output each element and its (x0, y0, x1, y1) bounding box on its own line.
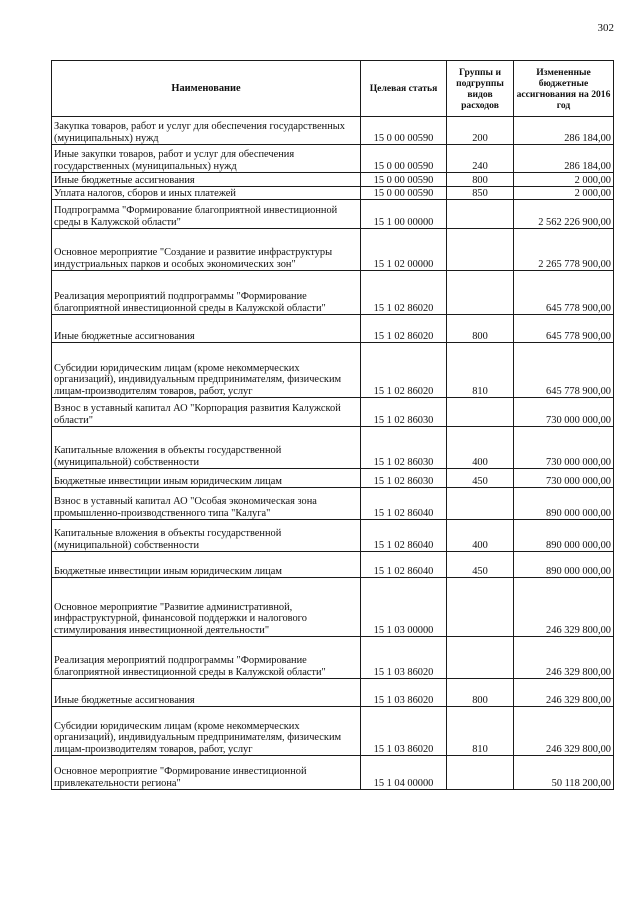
table-row (52, 117, 614, 145)
page-number: 302 (597, 22, 614, 34)
row-amount-cell: 246 329 800,00 (514, 707, 614, 756)
row-amount-cell: 2 265 778 900,00 (514, 229, 614, 271)
row-amount-cell: 890 000 000,00 (514, 488, 614, 520)
row-amount-cell: 2 000,00 (514, 187, 614, 200)
row-group-cell (447, 398, 514, 427)
row-name-cell: Капитальные вложения в объекты государственной (муниципальной) собственности (52, 427, 361, 469)
row-target-code-cell: 15 0 00 00590 (361, 187, 447, 200)
row-name-cell: Иные бюджетные ассигнования (52, 173, 361, 187)
row-target-code-cell: 15 1 03 86020 (361, 637, 447, 679)
row-target-code-cell: 15 0 00 00590 (361, 145, 447, 173)
row-amount-cell: 645 778 900,00 (514, 315, 614, 343)
row-target-code-cell: 15 1 02 86040 (361, 552, 447, 578)
table-row (52, 271, 614, 315)
row-group-cell: 800 (447, 173, 514, 187)
table-row (52, 229, 614, 271)
header-name: Наименование (52, 61, 361, 117)
row-group-cell: 450 (447, 469, 514, 488)
table-row (52, 200, 614, 229)
row-group-cell: 200 (447, 117, 514, 145)
row-target-code-cell: 15 1 02 00000 (361, 229, 447, 271)
row-amount-cell: 890 000 000,00 (514, 552, 614, 578)
row-amount-cell: 50 118 200,00 (514, 756, 614, 790)
row-group-cell: 400 (447, 427, 514, 469)
row-group-cell: 850 (447, 187, 514, 200)
row-amount-cell: 645 778 900,00 (514, 271, 614, 315)
row-target-code-cell: 15 1 02 86040 (361, 488, 447, 520)
row-group-cell (447, 578, 514, 637)
row-name-cell: Основное мероприятие "Развитие административной, инфраструктурной, финансовой поддержки и налогового стимулирования инвестиционной деятельности" (52, 578, 361, 637)
row-target-code-cell: 15 0 00 00590 (361, 173, 447, 187)
row-group-cell (447, 637, 514, 679)
row-amount-cell: 246 329 800,00 (514, 578, 614, 637)
row-name-cell: Бюджетные инвестиции иным юридическим лицам (52, 469, 361, 488)
table-row (52, 315, 614, 343)
table-row (52, 488, 614, 520)
header-expense-group: Группы и подгруппы видов расходов (447, 61, 514, 117)
row-group-cell: 800 (447, 679, 514, 707)
table-row (52, 173, 614, 187)
row-amount-cell: 890 000 000,00 (514, 520, 614, 552)
row-group-cell: 240 (447, 145, 514, 173)
row-amount-cell: 730 000 000,00 (514, 469, 614, 488)
row-name-cell: Подпрограмма "Формирование благоприятной инвестиционной среды в Калужской области" (52, 200, 361, 229)
header-amount: Измененные бюджетные ассигнования на 2016 год (514, 61, 614, 117)
row-amount-cell: 246 329 800,00 (514, 637, 614, 679)
budget-table (51, 60, 614, 790)
row-amount-cell: 246 329 800,00 (514, 679, 614, 707)
row-amount-cell: 730 000 000,00 (514, 398, 614, 427)
row-amount-cell: 2 000,00 (514, 173, 614, 187)
row-group-cell (447, 488, 514, 520)
row-target-code-cell: 15 1 03 86020 (361, 679, 447, 707)
row-name-cell: Взнос в уставный капитал АО "Особая экономическая зона промышленно-производственного типа "Калуга" (52, 488, 361, 520)
row-target-code-cell: 15 1 00 00000 (361, 200, 447, 229)
row-group-cell: 810 (447, 707, 514, 756)
table-row (52, 398, 614, 427)
row-target-code-cell: 15 1 02 86030 (361, 398, 447, 427)
table-row (52, 637, 614, 679)
row-target-code-cell: 15 1 04 00000 (361, 756, 447, 790)
row-target-code-cell: 15 1 03 86020 (361, 707, 447, 756)
row-target-code-cell: 15 0 00 00590 (361, 117, 447, 145)
row-name-cell: Субсидии юридическим лицам (кроме некоммерческих организаций), индивидуальным предпринимателям, физическим лицам-производителям товаров, работ, услуг (52, 343, 361, 398)
row-target-code-cell: 15 1 02 86020 (361, 271, 447, 315)
row-group-cell: 450 (447, 552, 514, 578)
table-row (52, 469, 614, 488)
header-target-article: Целевая статья (361, 61, 447, 117)
row-target-code-cell: 15 1 02 86020 (361, 315, 447, 343)
row-group-cell (447, 271, 514, 315)
row-name-cell: Субсидии юридическим лицам (кроме некоммерческих организаций), индивидуальным предпринимателям, физическим лицам-производителям товаров, работ, услуг (52, 707, 361, 756)
table-row (52, 427, 614, 469)
row-target-code-cell: 15 1 02 86020 (361, 343, 447, 398)
table-row (52, 343, 614, 398)
header-row (52, 61, 614, 117)
row-group-cell (447, 756, 514, 790)
row-amount-cell: 645 778 900,00 (514, 343, 614, 398)
row-group-cell: 400 (447, 520, 514, 552)
table-row (52, 187, 614, 200)
row-name-cell: Реализация мероприятий подпрограммы "Формирование благоприятной инвестиционной среды в Калужской области" (52, 271, 361, 315)
row-amount-cell: 286 184,00 (514, 117, 614, 145)
table-row (52, 145, 614, 173)
row-name-cell: Бюджетные инвестиции иным юридическим лицам (52, 552, 361, 578)
row-name-cell: Иные бюджетные ассигнования (52, 679, 361, 707)
row-name-cell: Основное мероприятие "Создание и развитие инфраструктуры индустриальных парков и особых экономических зон" (52, 229, 361, 271)
row-name-cell: Иные закупки товаров, работ и услуг для обеспечения государственных (муниципальных) нужд (52, 145, 361, 173)
table-row (52, 552, 614, 578)
row-name-cell: Уплата налогов, сборов и иных платежей (52, 187, 361, 200)
table-row (52, 679, 614, 707)
row-name-cell: Реализация мероприятий подпрограммы "Формирование благоприятной инвестиционной среды в Калужской области" (52, 637, 361, 679)
row-name-cell: Капитальные вложения в объекты государственной (муниципальной) собственности (52, 520, 361, 552)
row-target-code-cell: 15 1 02 86040 (361, 520, 447, 552)
row-amount-cell: 286 184,00 (514, 145, 614, 173)
row-amount-cell: 2 562 226 900,00 (514, 200, 614, 229)
row-name-cell: Закупка товаров, работ и услуг для обеспечения государственных (муниципальных) нужд (52, 117, 361, 145)
row-target-code-cell: 15 1 02 86030 (361, 469, 447, 488)
row-group-cell (447, 229, 514, 271)
row-group-cell: 800 (447, 315, 514, 343)
row-name-cell: Основное мероприятие "Формирование инвестиционной привлекательности региона" (52, 756, 361, 790)
table-row (52, 520, 614, 552)
row-group-cell: 810 (447, 343, 514, 398)
row-target-code-cell: 15 1 03 00000 (361, 578, 447, 637)
row-group-cell (447, 200, 514, 229)
table-row (52, 756, 614, 790)
row-name-cell: Взнос в уставный капитал АО "Корпорация развития Калужской области" (52, 398, 361, 427)
row-name-cell: Иные бюджетные ассигнования (52, 315, 361, 343)
table-row (52, 578, 614, 637)
row-target-code-cell: 15 1 02 86030 (361, 427, 447, 469)
row-amount-cell: 730 000 000,00 (514, 427, 614, 469)
table-row (52, 707, 614, 756)
